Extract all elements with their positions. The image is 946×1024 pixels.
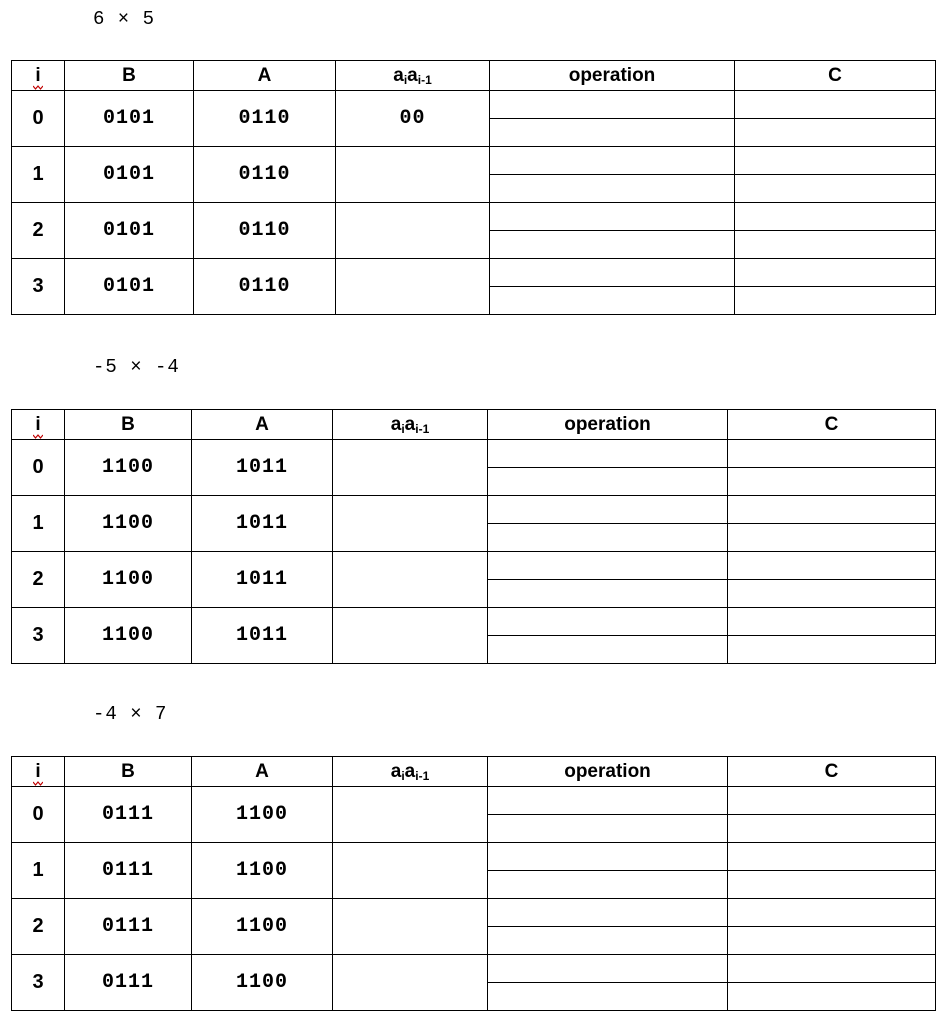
cell-c[interactable]: [728, 496, 936, 524]
cell-c[interactable]: [728, 636, 936, 664]
table-row: [12, 147, 936, 175]
header-b: B: [65, 757, 192, 787]
cell-a: 1011: [192, 608, 333, 664]
cell-a: 1011: [192, 552, 333, 608]
cell-c[interactable]: [728, 927, 936, 955]
problem-1-table: [11, 60, 936, 315]
cell-c[interactable]: [728, 580, 936, 608]
cell-operation[interactable]: [490, 231, 735, 259]
cell-operation[interactable]: [488, 468, 728, 496]
cell-c[interactable]: [728, 468, 936, 496]
cell-c[interactable]: [735, 175, 936, 203]
cell-c[interactable]: [735, 259, 936, 287]
header-operation: operation: [488, 410, 728, 440]
header-operation: operation: [490, 61, 735, 91]
cell-ai-ai-minus-1[interactable]: [336, 259, 490, 315]
cell-a: 1100: [192, 843, 333, 899]
cell-i: 2: [12, 552, 65, 608]
cell-i: 1: [12, 843, 65, 899]
cell-b: 0101: [65, 259, 194, 315]
cell-ai-ai-minus-1[interactable]: [333, 608, 488, 664]
cell-c[interactable]: [728, 608, 936, 636]
cell-b: 0101: [65, 147, 194, 203]
table-header-row: [12, 61, 936, 91]
cell-c[interactable]: [735, 231, 936, 259]
cell-operation[interactable]: [488, 899, 728, 927]
cell-b: 1100: [65, 496, 192, 552]
table-row: [12, 899, 936, 927]
cell-c[interactable]: [728, 871, 936, 899]
cell-operation[interactable]: [490, 287, 735, 315]
cell-a: 0110: [194, 203, 336, 259]
cell-operation[interactable]: [488, 815, 728, 843]
table-row: [12, 552, 936, 580]
table-row: [12, 955, 936, 983]
cell-operation[interactable]: [488, 580, 728, 608]
cell-i: 0: [12, 787, 65, 843]
header-i: i: [12, 61, 65, 91]
table-header-row: [12, 410, 936, 440]
cell-operation[interactable]: [490, 147, 735, 175]
cell-a: 0110: [194, 259, 336, 315]
header-i: i: [12, 757, 65, 787]
cell-a: 1011: [192, 496, 333, 552]
spellcheck-underline-icon: [33, 85, 43, 90]
cell-operation[interactable]: [488, 843, 728, 871]
cell-ai-ai-minus-1[interactable]: 00: [336, 91, 490, 147]
cell-i: 0: [12, 440, 65, 496]
cell-operation[interactable]: [490, 175, 735, 203]
cell-c[interactable]: [728, 955, 936, 983]
cell-c[interactable]: [735, 147, 936, 175]
cell-operation[interactable]: [490, 119, 735, 147]
problem-3-expression: -4 × 7: [93, 703, 168, 725]
table-row: [12, 440, 936, 468]
header-a: A: [192, 757, 333, 787]
header-a: A: [192, 410, 333, 440]
cell-i: 0: [12, 91, 65, 147]
header-operation: operation: [488, 757, 728, 787]
cell-c[interactable]: [728, 899, 936, 927]
cell-b: 0111: [65, 787, 192, 843]
cell-a: 1100: [192, 899, 333, 955]
header-a: A: [194, 61, 336, 91]
cell-ai-ai-minus-1[interactable]: [333, 552, 488, 608]
header-ai-ai-minus-1: aiai-1: [336, 61, 490, 91]
cell-c[interactable]: [728, 815, 936, 843]
cell-operation[interactable]: [488, 927, 728, 955]
cell-b: 1100: [65, 440, 192, 496]
cell-operation[interactable]: [488, 787, 728, 815]
cell-operation[interactable]: [488, 636, 728, 664]
cell-operation[interactable]: [490, 91, 735, 119]
table-row: [12, 91, 936, 119]
cell-c[interactable]: [728, 843, 936, 871]
cell-b: 0111: [65, 955, 192, 1011]
table-header-row: [12, 757, 936, 787]
cell-i: 3: [12, 955, 65, 1011]
cell-b: 1100: [65, 552, 192, 608]
cell-c[interactable]: [735, 91, 936, 119]
table-row: [12, 843, 936, 871]
table-row: [12, 608, 936, 636]
cell-operation[interactable]: [488, 983, 728, 1011]
header-ai-ai-minus-1: aiai-1: [333, 410, 488, 440]
header-b: B: [65, 61, 194, 91]
cell-b: 0111: [65, 899, 192, 955]
table-row: [12, 203, 936, 231]
cell-operation[interactable]: [490, 259, 735, 287]
problem-1-expression: 6 × 5: [93, 8, 156, 30]
cell-c[interactable]: [728, 787, 936, 815]
cell-ai-ai-minus-1[interactable]: [333, 843, 488, 899]
cell-ai-ai-minus-1[interactable]: [333, 496, 488, 552]
cell-a: 1011: [192, 440, 333, 496]
problem-2-table: [11, 409, 936, 664]
table-row: [12, 787, 936, 815]
cell-operation[interactable]: [488, 496, 728, 524]
cell-c[interactable]: [728, 552, 936, 580]
table-row: [12, 496, 936, 524]
cell-a: 0110: [194, 91, 336, 147]
cell-i: 1: [12, 496, 65, 552]
cell-c[interactable]: [728, 440, 936, 468]
header-c: C: [735, 61, 936, 91]
cell-operation[interactable]: [488, 524, 728, 552]
problem-3-table: [11, 756, 936, 1011]
header-ai-ai-minus-1: aiai-1: [333, 757, 488, 787]
cell-c[interactable]: [735, 203, 936, 231]
header-b: B: [65, 410, 192, 440]
cell-ai-ai-minus-1[interactable]: [333, 440, 488, 496]
problem-2-expression: -5 × -4: [93, 356, 180, 378]
cell-ai-ai-minus-1[interactable]: [333, 787, 488, 843]
cell-b: 0101: [65, 203, 194, 259]
cell-ai-ai-minus-1[interactable]: [336, 203, 490, 259]
cell-c[interactable]: [728, 524, 936, 552]
table-row: [12, 259, 936, 287]
cell-operation[interactable]: [488, 608, 728, 636]
cell-operation[interactable]: [488, 871, 728, 899]
spellcheck-underline-icon: [33, 781, 43, 786]
cell-operation[interactable]: [488, 440, 728, 468]
header-c: C: [728, 410, 936, 440]
cell-a: 1100: [192, 955, 333, 1011]
cell-operation[interactable]: [488, 552, 728, 580]
cell-b: 1100: [65, 608, 192, 664]
cell-i: 3: [12, 608, 65, 664]
cell-b: 0101: [65, 91, 194, 147]
cell-c[interactable]: [728, 983, 936, 1011]
cell-a: 1100: [192, 787, 333, 843]
cell-operation[interactable]: [488, 955, 728, 983]
header-c: C: [728, 757, 936, 787]
cell-ai-ai-minus-1[interactable]: [333, 955, 488, 1011]
spellcheck-underline-icon: [33, 434, 43, 439]
cell-i: 1: [12, 147, 65, 203]
cell-ai-ai-minus-1[interactable]: [336, 147, 490, 203]
cell-i: 2: [12, 203, 65, 259]
cell-c[interactable]: [735, 287, 936, 315]
cell-ai-ai-minus-1[interactable]: [333, 899, 488, 955]
header-i: i: [12, 410, 65, 440]
cell-i: 2: [12, 899, 65, 955]
cell-b: 0111: [65, 843, 192, 899]
cell-i: 3: [12, 259, 65, 315]
cell-operation[interactable]: [490, 203, 735, 231]
cell-c[interactable]: [735, 119, 936, 147]
cell-a: 0110: [194, 147, 336, 203]
